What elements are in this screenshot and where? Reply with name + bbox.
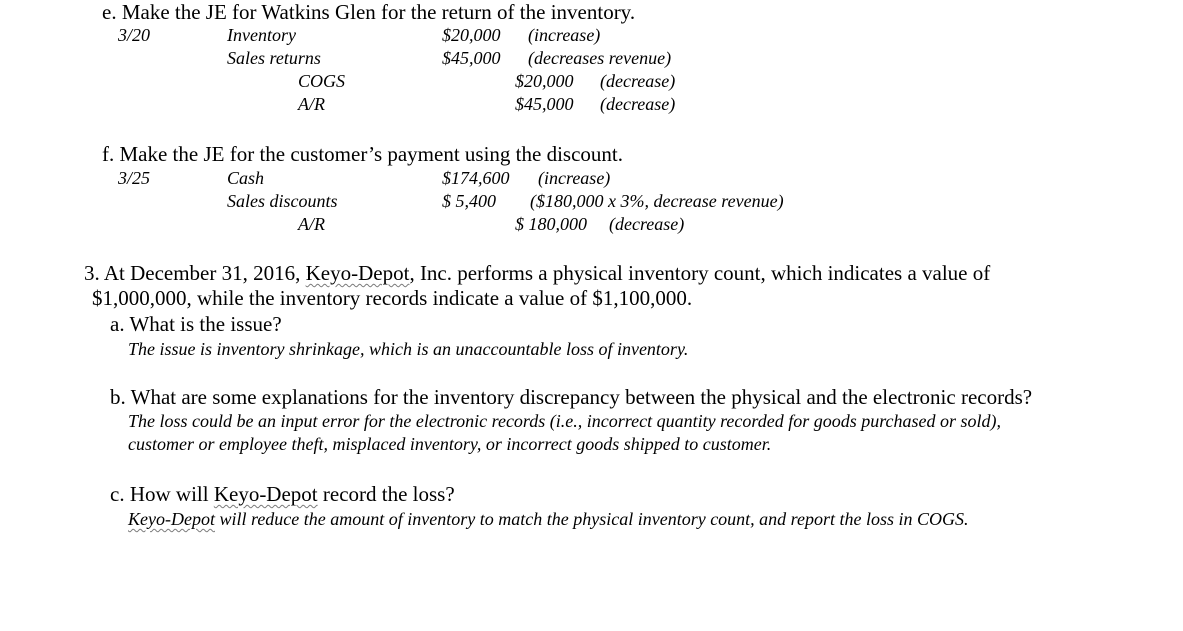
- question-3c: c. How will Keyo-Depot record the loss?: [110, 482, 455, 506]
- answer-3b-line1: The loss could be an input error for the electronic records (i.e., incorrect quantity recorded for goods purchased or sold),: [128, 411, 1002, 431]
- je-e-note-cogs: (decrease): [600, 71, 676, 91]
- je-f-amount-cash: $174,600: [442, 168, 510, 188]
- je-f-account-cash: Cash: [227, 168, 265, 188]
- je-e-amount-sales-returns: $45,000: [442, 48, 501, 68]
- answer-3c: Keyo-Depot will reduce the amount of inventory to match the physical inventory count, and report the loss in COGS.: [128, 509, 969, 529]
- question-f: f. Make the JE for the customer’s payment using the discount.: [102, 142, 624, 166]
- je-e-amount-ar: $45,000: [515, 94, 574, 114]
- je-f-amount-sales-discounts: $ 5,400: [442, 191, 496, 211]
- problem3-line2: $1,000,000, while the inventory records indicate a value of $1,100,000.: [92, 286, 693, 310]
- je-f-note-ar: (decrease): [609, 214, 685, 234]
- company-name: Keyo-Depot: [305, 261, 410, 285]
- je-f-note-sales-discounts: ($180,000 x 3%, decrease revenue): [530, 191, 784, 211]
- je-f-account-ar: A/R: [298, 214, 325, 234]
- je-e-date: 3/20: [118, 25, 151, 45]
- company-name: Keyo-Depot: [128, 509, 215, 529]
- je-e-amount-cogs: $20,000: [515, 71, 574, 91]
- je-f-account-sales-discounts: Sales discounts: [227, 191, 338, 211]
- answer-3a: The issue is inventory shrinkage, which is an unaccountable loss of inventory.: [128, 339, 689, 359]
- je-e-account-ar: A/R: [298, 94, 325, 114]
- je-e-account-sales-returns: Sales returns: [227, 48, 321, 68]
- answer-3b-line2: customer or employee theft, misplaced inventory, or incorrect goods shipped to customer.: [128, 434, 772, 454]
- je-e-note-sales-returns: (decreases revenue): [528, 48, 672, 68]
- je-e-account-cogs: COGS: [298, 71, 346, 91]
- je-e-note-ar: (decrease): [600, 94, 676, 114]
- question-3a: a. What is the issue?: [110, 312, 282, 336]
- je-e-account-inventory: Inventory: [227, 25, 296, 45]
- je-f-date: 3/25: [118, 168, 151, 188]
- je-f-amount-ar: $ 180,000: [515, 214, 587, 234]
- company-name: Keyo-Depot: [213, 482, 318, 506]
- problem3-line1: 3. At December 31, 2016, Keyo-Depot, Inc. performs a physical inventory count, which indicates a value of: [84, 261, 991, 285]
- je-e-note-inventory: (increase): [528, 25, 601, 45]
- je-e-amount-inventory: $20,000: [442, 25, 501, 45]
- question-3b: b. What are some explanations for the inventory discrepancy between the physical and the electronic records?: [110, 385, 1033, 409]
- je-f-note-cash: (increase): [538, 168, 611, 188]
- question-e: e. Make the JE for Watkins Glen for the return of the inventory.: [102, 0, 636, 24]
